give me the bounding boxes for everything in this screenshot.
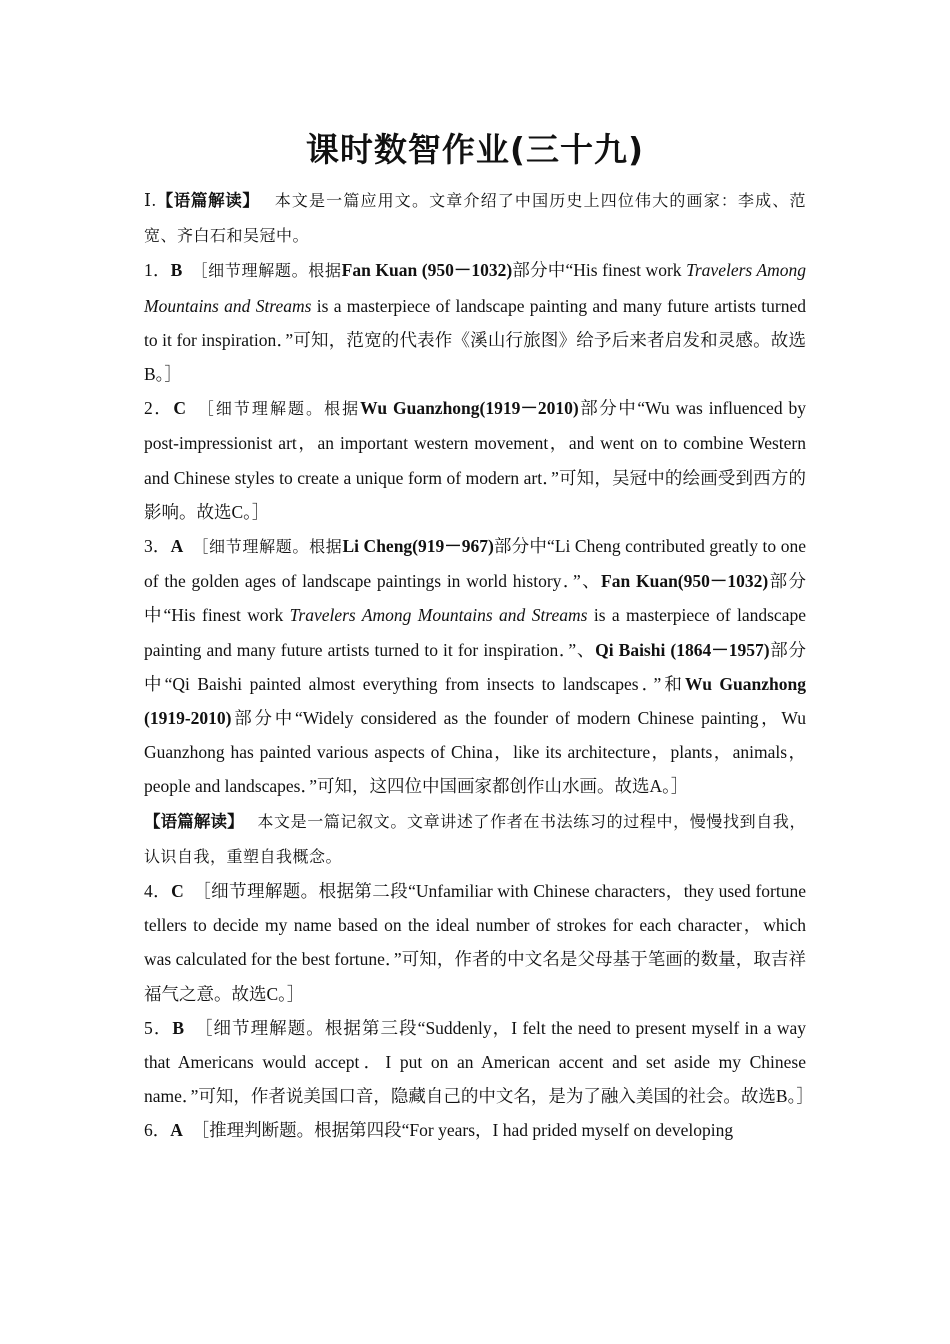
item-number: 4．: [144, 881, 172, 902]
item-number: 2．: [144, 398, 174, 419]
passage-analysis-text: 本文是一篇应用文。文章介绍了中国历史上四位伟大的画家：李成、范宽、齐白石和吴冠中。: [144, 191, 806, 246]
item-number: 3．: [144, 536, 171, 557]
item-number: 1．: [144, 260, 171, 281]
explanation-text: is a masterpiece of landscape painting and many future artists turned to it for inspiration．”可知，范宽的代表作《溪山行旅图》给予后来者启发和灵感。故选B。］: [144, 295, 806, 385]
passage-analysis-tag: 【语篇解读】: [144, 811, 244, 831]
work-title: Travelers Among Mountains and Streams: [144, 260, 807, 316]
section-1-intro: [144, 183, 806, 253]
explanation-text: 部分中“Wu was influenced by post-impressionist art，an important western movement，and went on to combine Western and Chinese styles to create a unique form of modern art．”可知，吴冠中的绘画受到西方的影响。故选C。］: [144, 398, 806, 522]
section-reference: Qi Baishi (1864－1957): [595, 639, 770, 660]
section-reference: Li Cheng(919－967): [342, 536, 494, 557]
section-roman-numeral: Ⅰ.: [144, 190, 156, 210]
explanation-text: 部分中“Qi Baishi painted almost everything from insects to landscapes．”和: [144, 639, 807, 694]
section-2-intro: [144, 804, 806, 874]
answer-item-1: [144, 253, 806, 391]
section-reference: Fan Kuan(950－1032): [601, 571, 769, 592]
explanation-text: 部分中“His finest work: [512, 260, 687, 281]
answer-letter: B: [170, 260, 183, 281]
answer-item-2: [144, 391, 806, 529]
explanation-text: ［细节理解题。根据第三段“Suddenly，I felt the need to present myself in a way that Americans would accept．I put on an American accent and set aside my Chinese name．”可知，作者说美国口音，隐藏自己的中文名，是为了融入美国的社会。故选B。］: [144, 1017, 814, 1107]
explanation-text: ［细节理解题。根据: [192, 537, 343, 557]
explanation-text: 部分中“Li Cheng contributed greatly to one of the golden ages of landscape paintings in world history．”、: [144, 536, 806, 592]
answer-letter: A: [170, 536, 184, 557]
answer-item-3: [144, 529, 806, 804]
item-number: 5．: [144, 1017, 173, 1038]
answer-letter: C: [173, 398, 186, 419]
page-title: 课时数智作业(三十九): [305, 130, 645, 169]
work-title: Travelers Among Mountains and Streams: [289, 605, 588, 626]
answer-item-6: [144, 1113, 806, 1147]
explanation-text: ［细节理解题。根据: [191, 261, 342, 281]
answer-letter: C: [171, 881, 184, 902]
answer-item-4: [144, 874, 806, 1011]
explanation-text: 部分中“His finest work: [144, 571, 807, 626]
section-reference: Wu Guanzhong(1919－2010): [360, 398, 579, 419]
answer-letter: A: [170, 1120, 183, 1141]
answer-letter: B: [172, 1017, 185, 1038]
document-body: [144, 183, 814, 1148]
explanation-text: 部分中“Widely considered as the founder of modern Chinese painting，Wu Guanzhong has painted various aspects of China，like its architecture，plants，animals，people and landscapes．”可知，这四位中国画家都创作山水画。故选A。］: [144, 708, 806, 797]
answer-item-5: [144, 1011, 814, 1114]
section-reference: Fan Kuan (950－1032): [341, 260, 513, 281]
item-number: 6．: [144, 1120, 171, 1141]
section-reference: Wu Guanzhong (1919-2010): [144, 673, 806, 729]
passage-analysis-text: 本文是一篇记叙文。文章讲述了作者在书法练习的过程中，慢慢找到自我，认识自我，重塑自我概念。: [144, 811, 807, 866]
explanation-text: is a masterpiece of landscape painting and many future artists turned to it for inspiration．”、: [144, 605, 806, 660]
explanation-text: ［推理判断题。根据第四段“For years，I had prided myself on developing: [191, 1120, 734, 1141]
passage-analysis-tag: 【语篇解读】: [155, 191, 260, 210]
explanation-text: ［细节理解题。根据第二段“Unfamiliar with Chinese characters，they used fortune tellers to decide my name based on the ideal number of strokes for each character，which was calculated for the best fortune．”可知，作者的中文名是父母基于笔画的数量，取吉祥福气之意。故选C。］: [144, 881, 806, 1004]
explanation-text: ［细节理解题。根据: [197, 399, 361, 419]
